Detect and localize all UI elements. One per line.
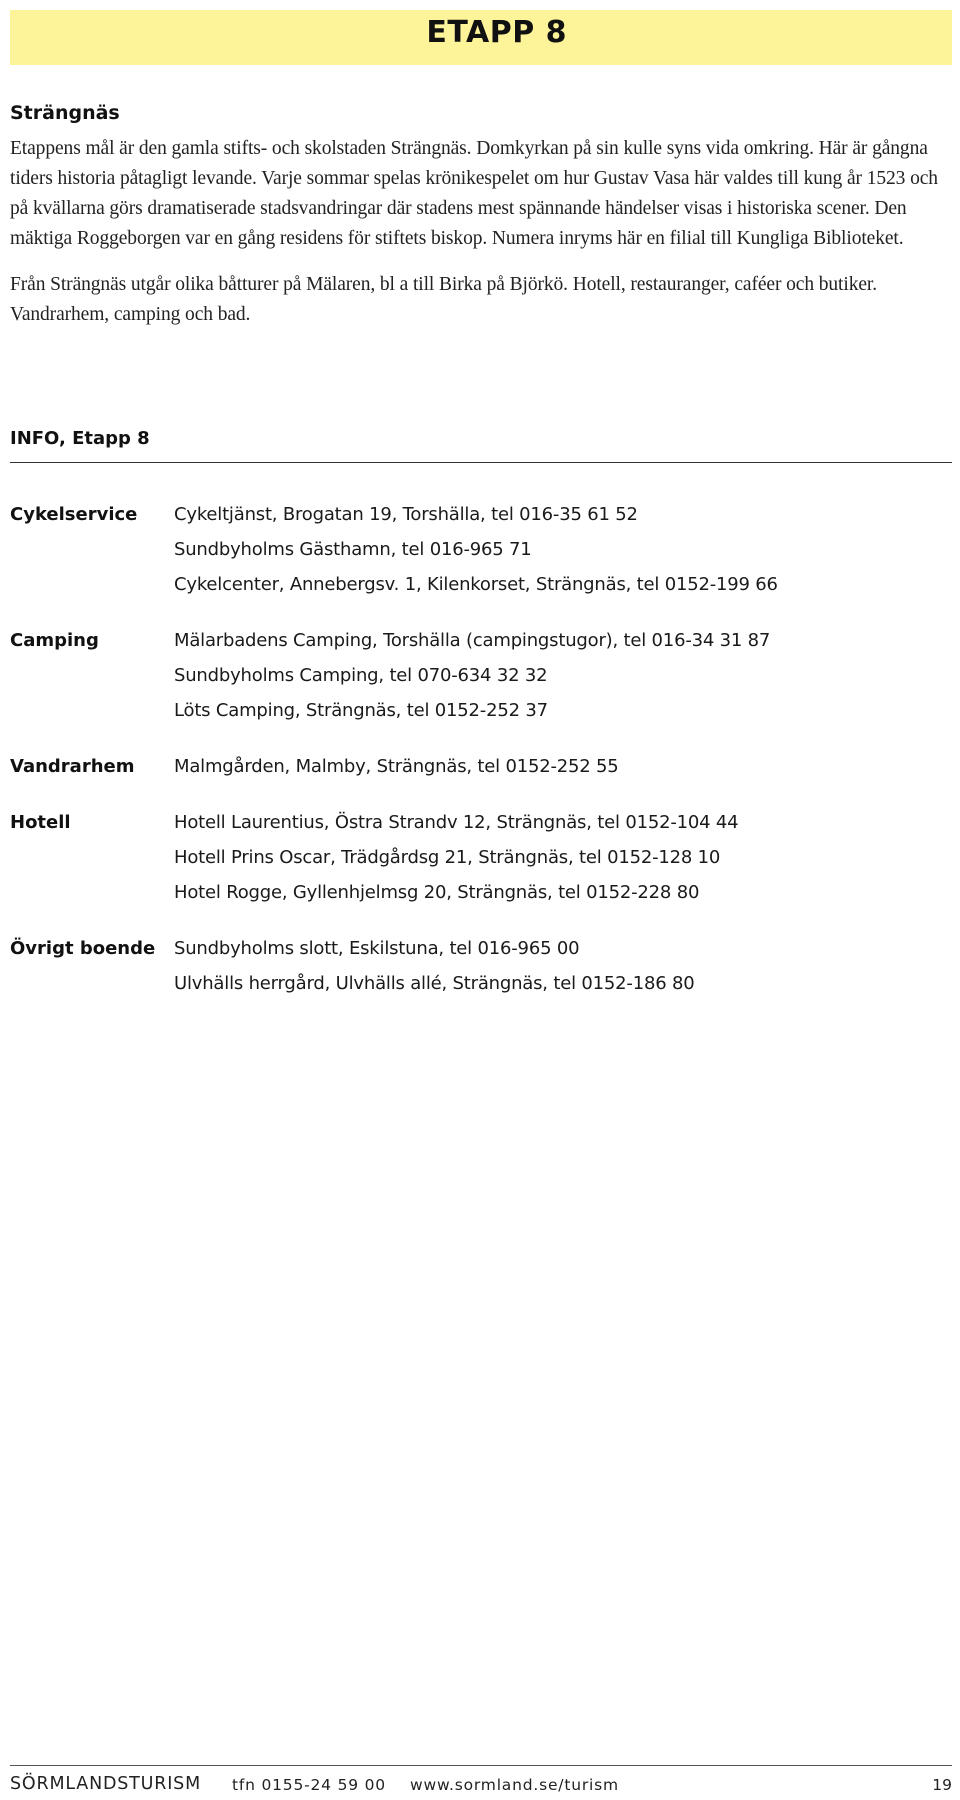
info-label: Cykelservice [10, 504, 138, 525]
info-entry: Hotell Laurentius, Östra Strandv 12, Strängnäs, tel 0152-104 44 [174, 812, 739, 833]
info-entry: Sundbyholms Gästhamn, tel 016-965 71 [174, 539, 532, 560]
info-entry: Löts Camping, Strängnäs, tel 0152-252 37 [174, 700, 548, 721]
info-table [10, 497, 952, 1022]
info-row-ovrigt-boende [10, 931, 952, 1001]
footer-phone: tfn 0155-24 59 00 [232, 1776, 386, 1794]
info-label: Camping [10, 630, 99, 651]
info-values [174, 749, 952, 784]
footer-divider [10, 1765, 952, 1766]
info-entry: Sundbyholms Camping, tel 070-634 32 32 [174, 665, 548, 686]
page-footer [10, 1774, 952, 1798]
footer-website: www.sormland.se/turism [410, 1776, 619, 1794]
section-heading: Strängnäs [10, 102, 120, 124]
info-entry: Hotel Rogge, Gyllenhjelmsg 20, Strängnäs, tel 0152-228 80 [174, 882, 700, 903]
info-entry: Sundbyholms slott, Eskilstuna, tel 016-965 00 [174, 938, 580, 959]
info-entry: Ulvhälls herrgård, Ulvhälls allé, Strängnäs, tel 0152-186 80 [174, 973, 695, 994]
info-values [174, 497, 952, 602]
info-label: Hotell [10, 812, 71, 833]
info-label: Vandrarhem [10, 756, 135, 777]
info-values [174, 805, 952, 910]
intro-paragraph: Etappens mål är den gamla stifts- och skolstaden Strängnäs. Domkyrkan på sin kulle syns vida omkring. Här är gångna tiders historia påtagligt levande. Varje sommar spelas krönikespelet om hur Gustav Vasa här valdes till kung år 1523 och på kvällarna görs dramatiserade stadsvandringar där stadens mest spännande händelser visas i historiska scener. Den mäktiga Roggeborgen var en gång residens för stiftets biskop. Numera inryms här en filial till Kungliga Biblioteket. [10, 138, 938, 249]
activities-paragraph: Från Strängnäs utgår olika båtturer på Mälaren, bl a till Birka på Björkö. Hotell, restauranger, caféer och butiker. Vandrarhem, camping och bad. [10, 274, 877, 325]
info-row-camping [10, 623, 952, 728]
info-values [174, 931, 952, 1001]
title-banner [10, 10, 952, 65]
info-heading: INFO, Etapp 8 [10, 428, 150, 449]
info-entry: Cykelcenter, Annebergsv. 1, Kilenkorset, Strängnäs, tel 0152-199 66 [174, 574, 778, 595]
info-divider [10, 462, 952, 463]
info-row-cykelservice [10, 497, 952, 602]
info-label: Övrigt boende [10, 938, 156, 959]
footer-brand: SÖRMLANDSTURISM [10, 1774, 201, 1794]
info-row-vandrarhem [10, 749, 952, 784]
document-page [10, 10, 952, 1794]
info-entry: Malmgården, Malmby, Strängnäs, tel 0152-252 55 [174, 756, 619, 777]
info-entry: Hotell Prins Oscar, Trädgårdsg 21, Strängnäs, tel 0152-128 10 [174, 847, 721, 868]
page-number: 19 [932, 1776, 952, 1794]
page-title: ETAPP 8 [426, 15, 567, 50]
info-entry: Cykeltjänst, Brogatan 19, Torshälla, tel 016-35 61 52 [174, 504, 638, 525]
info-entry: Mälarbadens Camping, Torshälla (campingstugor), tel 016-34 31 87 [174, 630, 771, 651]
info-row-hotell [10, 805, 952, 910]
info-values [174, 623, 952, 728]
